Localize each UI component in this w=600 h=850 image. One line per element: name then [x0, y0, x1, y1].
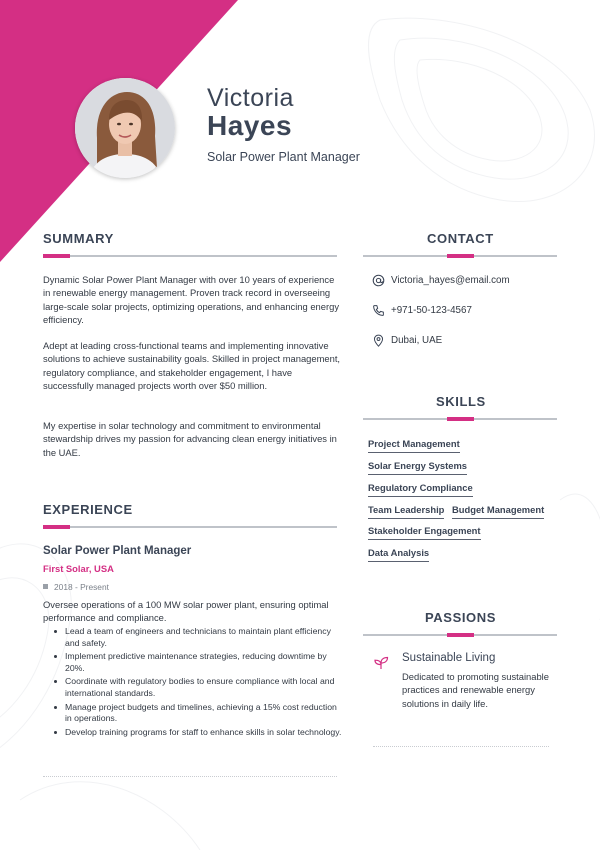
contact-heading: CONTACT	[427, 231, 494, 246]
profile-photo	[75, 78, 175, 178]
experience-dates	[43, 582, 109, 592]
passion-title: Sustainable Living	[402, 652, 496, 664]
date-marker-icon	[43, 584, 48, 589]
summary-divider	[43, 255, 337, 257]
experience-summary: Oversee operations of a 100 MW solar power plant, ensuring optimal performance and compliance.	[43, 599, 329, 623]
contact-phone[interactable]	[371, 303, 472, 317]
contact-email[interactable]	[371, 273, 510, 287]
experience-company: First Solar, USA	[43, 563, 114, 574]
phone-icon	[371, 303, 385, 317]
skill-tag: Project Management	[368, 438, 460, 453]
passions-end-divider	[373, 746, 549, 747]
list-item: Lead a team of engineers and technicians to maintain plant efficiency and safety.	[52, 626, 342, 649]
skill-tag: Data Analysis	[368, 547, 429, 562]
contact-divider	[363, 255, 557, 257]
skills-heading: SKILLS	[436, 394, 486, 409]
experience-heading: EXPERIENCE	[43, 502, 133, 517]
experience-role: Solar Power Plant Manager	[43, 545, 192, 557]
skill-tag: Budget Management	[452, 504, 544, 519]
summary-paragraph: Dynamic Solar Power Plant Manager with over 10 years of experience in renewable energy management. Proven track record in overseeing large-scale solar projects, optimizing operations, and enhancing energy efficiency.	[43, 274, 340, 325]
list-item: Manage project budgets and timelines, achieving a 15% cost reduction in operations.	[52, 702, 342, 725]
list-item: Coordinate with regulatory bodies to ensure compliance with local and international standards.	[52, 676, 342, 699]
contact-email-text: Victoria_hayes@email.com	[391, 274, 510, 286]
passion-description: Dedicated to promoting sustainable practices and renewable energy solutions in daily life.	[402, 671, 549, 709]
experience-dates-text: 2018 - Present	[54, 582, 109, 592]
experience-end-divider	[43, 776, 337, 777]
summary-heading: SUMMARY	[43, 231, 114, 246]
skill-tag: Regulatory Compliance	[368, 482, 473, 497]
first-name: Victoria	[207, 84, 294, 112]
sprout-icon	[373, 656, 389, 670]
summary-paragraph: Adept at leading cross-functional teams and implementing innovative solutions to achieve sustainability goals. Skilled in project management, regulatory compliance, and stakeholder engagement, I have successfully managed projects worth over $50 million.	[43, 340, 341, 391]
skill-tag: Stakeholder Engagement	[368, 525, 481, 540]
skill-tag: Solar Energy Systems	[368, 460, 467, 475]
experience-divider	[43, 526, 337, 528]
at-icon	[371, 273, 385, 287]
passions-heading: PASSIONS	[425, 610, 497, 625]
list-item: Implement predictive maintenance strategies, reducing downtime by 20%.	[52, 651, 342, 674]
skill-tag: Team Leadership	[368, 504, 444, 519]
location-pin-icon	[371, 333, 385, 347]
last-name: Hayes	[207, 110, 293, 141]
list-item: Develop training programs for staff to enhance skills in solar technology.	[52, 727, 342, 739]
contact-phone-text: +971-50-123-4567	[391, 304, 472, 316]
contact-location	[371, 333, 442, 347]
skills-divider	[363, 418, 557, 420]
avatar	[75, 78, 175, 178]
summary-paragraph: My expertise in solar technology and commitment to environmental stewardship drives my passion for advancing clean energy initiatives in the UAE.	[43, 420, 337, 458]
contact-location-text: Dubai, UAE	[391, 334, 443, 346]
job-title: Solar Power Plant Manager	[207, 150, 360, 164]
experience-bullets	[52, 626, 342, 740]
passions-divider	[363, 634, 557, 636]
